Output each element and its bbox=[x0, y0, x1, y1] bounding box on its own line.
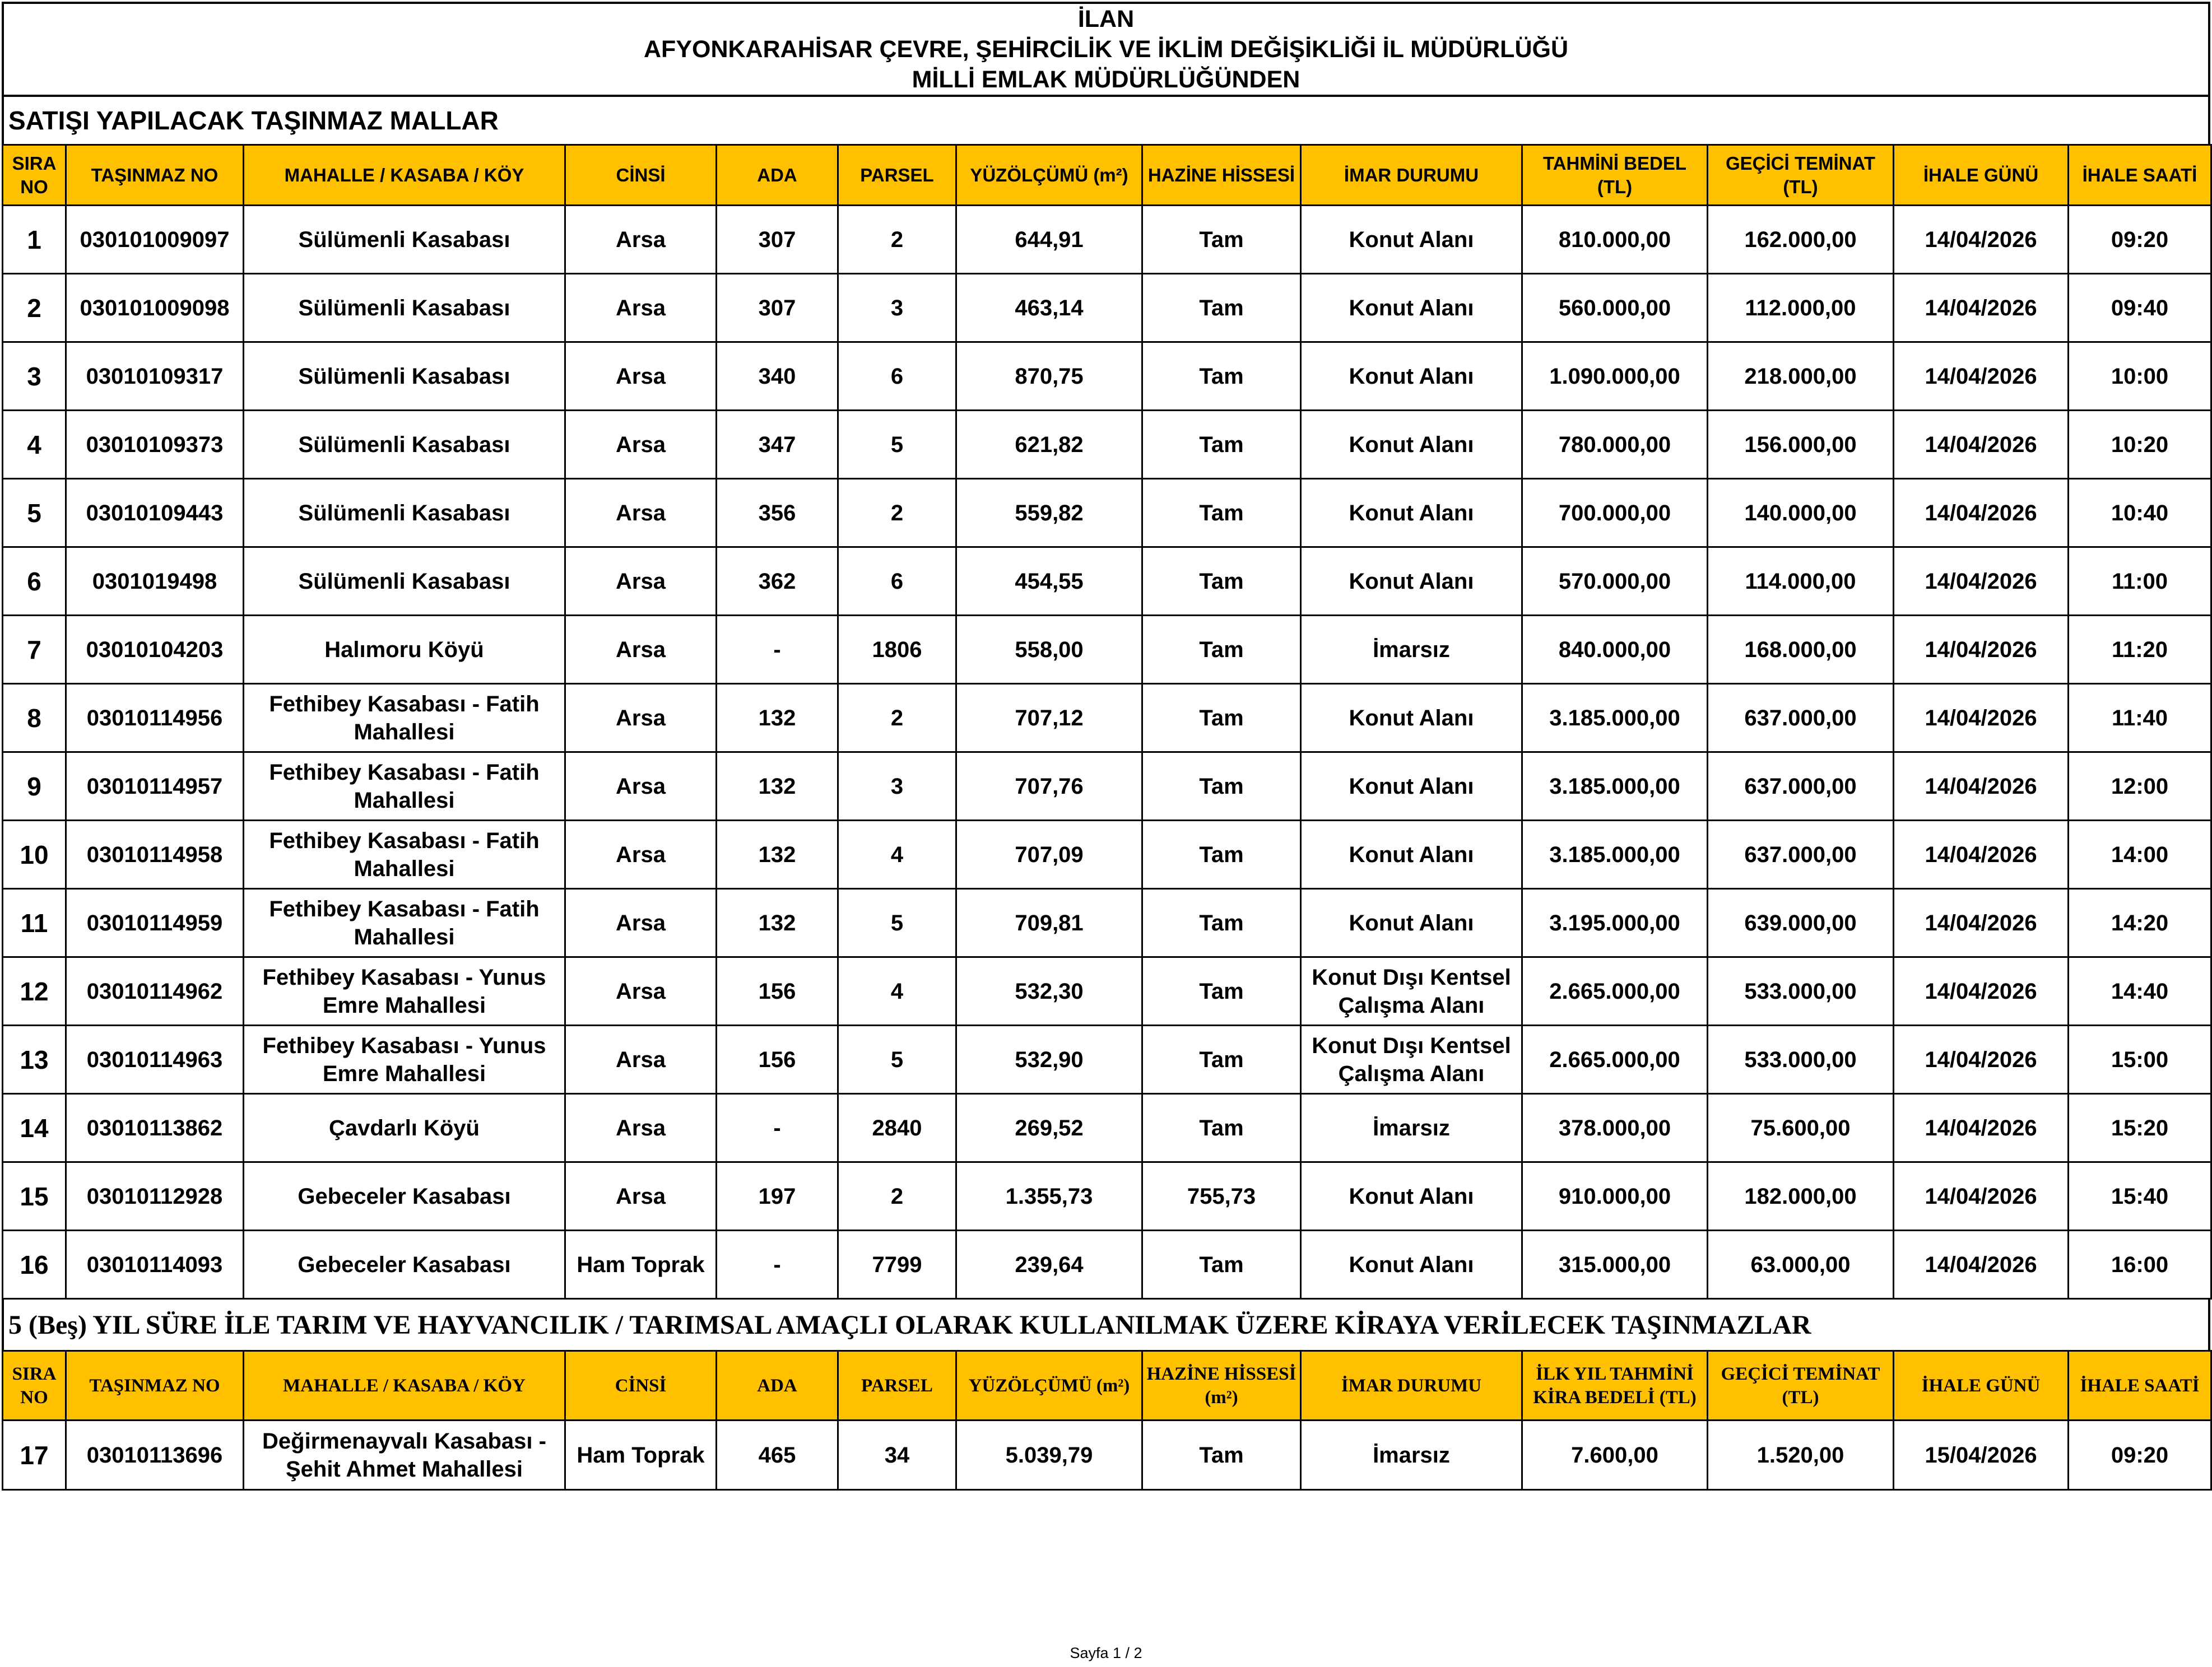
cell-tasinmaz-no: 030101009098 bbox=[66, 274, 244, 342]
cell-sira-no: 2 bbox=[3, 274, 66, 342]
column-header-parsel: PARSEL bbox=[838, 145, 956, 206]
cell-ada: 307 bbox=[717, 206, 838, 274]
column-header-bedel: İLK YIL TAHMİNİ KİRA BEDELİ (TL) bbox=[1522, 1351, 1708, 1421]
cell-ihale-gunu: 14/04/2026 bbox=[1894, 821, 2069, 889]
cell-parsel: 34 bbox=[838, 1421, 956, 1490]
cell-ihale-gunu: 14/04/2026 bbox=[1894, 616, 2069, 684]
cell-bedel: 1.090.000,00 bbox=[1522, 342, 1708, 411]
cell-ada: 197 bbox=[717, 1162, 838, 1231]
cell-yuzolcumu: 239,64 bbox=[956, 1231, 1142, 1299]
cell-sira-no: 12 bbox=[3, 957, 66, 1026]
cell-sira-no: 9 bbox=[3, 752, 66, 821]
cell-sira-no: 3 bbox=[3, 342, 66, 411]
cell-yuzolcumu: 454,55 bbox=[956, 547, 1142, 616]
cell-ada: 132 bbox=[717, 752, 838, 821]
cell-tasinmaz-no: 03010113696 bbox=[66, 1421, 244, 1490]
cell-sira-no: 11 bbox=[3, 889, 66, 957]
cell-parsel: 3 bbox=[838, 274, 956, 342]
cell-ada: 307 bbox=[717, 274, 838, 342]
cell-gecici-teminat: 182.000,00 bbox=[1708, 1162, 1894, 1231]
cell-yuzolcumu: 532,90 bbox=[956, 1026, 1142, 1094]
cell-mahalle: Fethibey Kasabası - Fatih Mahallesi bbox=[244, 752, 565, 821]
column-header-gecici-teminat: GEÇİCİ TEMİNAT (TL) bbox=[1708, 145, 1894, 206]
table-row bbox=[3, 274, 2211, 342]
column-header-mahalle: MAHALLE / KASABA / KÖY bbox=[244, 1351, 565, 1421]
cell-sira-no: 10 bbox=[3, 821, 66, 889]
cell-yuzolcumu: 269,52 bbox=[956, 1094, 1142, 1162]
cell-parsel: 2 bbox=[838, 684, 956, 752]
cell-ihale-gunu: 14/04/2026 bbox=[1894, 547, 2069, 616]
table-row bbox=[3, 479, 2211, 547]
cell-cinsi: Arsa bbox=[565, 889, 717, 957]
cell-hazine-hissesi: Tam bbox=[1142, 821, 1301, 889]
cell-bedel: 3.185.000,00 bbox=[1522, 821, 1708, 889]
cell-sira-no: 1 bbox=[3, 206, 66, 274]
cell-imar-durumu: Konut Alanı bbox=[1301, 547, 1522, 616]
section-title-lease: 5 (Beş) YIL SÜRE İLE TARIM VE HAYVANCILIK / TARIMSAL AMAÇLI OLARAK KULLANILMAK ÜZERE KİRAYA VERİLECEK TAŞINMAZLAR bbox=[2, 1300, 2210, 1350]
cell-imar-durumu: Konut Alanı bbox=[1301, 889, 1522, 957]
table-row bbox=[3, 206, 2211, 274]
cell-mahalle: Sülümenli Kasabası bbox=[244, 411, 565, 479]
cell-bedel: 570.000,00 bbox=[1522, 547, 1708, 616]
cell-mahalle: Sülümenli Kasabası bbox=[244, 547, 565, 616]
cell-ihale-saati: 15:20 bbox=[2069, 1094, 2211, 1162]
cell-yuzolcumu: 463,14 bbox=[956, 274, 1142, 342]
table-row bbox=[3, 411, 2211, 479]
cell-bedel: 780.000,00 bbox=[1522, 411, 1708, 479]
cell-yuzolcumu: 559,82 bbox=[956, 479, 1142, 547]
cell-tasinmaz-no: 0301019498 bbox=[66, 547, 244, 616]
cell-hazine-hissesi: Tam bbox=[1142, 616, 1301, 684]
cell-yuzolcumu: 621,82 bbox=[956, 411, 1142, 479]
cell-tasinmaz-no: 030101009097 bbox=[66, 206, 244, 274]
cell-sira-no: 13 bbox=[3, 1026, 66, 1094]
column-header-parsel: PARSEL bbox=[838, 1351, 956, 1421]
cell-gecici-teminat: 637.000,00 bbox=[1708, 821, 1894, 889]
cell-ada: 356 bbox=[717, 479, 838, 547]
cell-ada: - bbox=[717, 616, 838, 684]
cell-cinsi: Arsa bbox=[565, 752, 717, 821]
cell-yuzolcumu: 532,30 bbox=[956, 957, 1142, 1026]
cell-gecici-teminat: 637.000,00 bbox=[1708, 752, 1894, 821]
table-row bbox=[3, 821, 2211, 889]
table-row bbox=[3, 547, 2211, 616]
cell-cinsi: Ham Toprak bbox=[565, 1231, 717, 1299]
cell-yuzolcumu: 644,91 bbox=[956, 206, 1142, 274]
cell-imar-durumu: İmarsız bbox=[1301, 1094, 1522, 1162]
column-header-gecici-teminat: GEÇİCİ TEMİNAT (TL) bbox=[1708, 1351, 1894, 1421]
cell-ihale-gunu: 14/04/2026 bbox=[1894, 1026, 2069, 1094]
cell-bedel: 315.000,00 bbox=[1522, 1231, 1708, 1299]
table-row bbox=[3, 752, 2211, 821]
cell-ihale-saati: 16:00 bbox=[2069, 1231, 2211, 1299]
cell-ihale-gunu: 14/04/2026 bbox=[1894, 1162, 2069, 1231]
column-header-imar-durumu: İMAR DURUMU bbox=[1301, 1351, 1522, 1421]
cell-ada: - bbox=[717, 1231, 838, 1299]
cell-imar-durumu: Konut Alanı bbox=[1301, 1162, 1522, 1231]
cell-gecici-teminat: 156.000,00 bbox=[1708, 411, 1894, 479]
column-header-ada: ADA bbox=[717, 145, 838, 206]
table-row bbox=[3, 342, 2211, 411]
cell-ihale-gunu: 14/04/2026 bbox=[1894, 684, 2069, 752]
cell-cinsi: Arsa bbox=[565, 1094, 717, 1162]
cell-parsel: 4 bbox=[838, 957, 956, 1026]
cell-ada: 156 bbox=[717, 957, 838, 1026]
cell-tasinmaz-no: 03010109443 bbox=[66, 479, 244, 547]
cell-tasinmaz-no: 03010109373 bbox=[66, 411, 244, 479]
cell-ada: - bbox=[717, 1094, 838, 1162]
column-header-hazine-hissesi: HAZİNE HİSSESİ bbox=[1142, 145, 1301, 206]
cell-gecici-teminat: 112.000,00 bbox=[1708, 274, 1894, 342]
cell-yuzolcumu: 1.355,73 bbox=[956, 1162, 1142, 1231]
announcement-header bbox=[2, 2, 2210, 97]
cell-ihale-gunu: 14/04/2026 bbox=[1894, 1231, 2069, 1299]
cell-imar-durumu: Konut Alanı bbox=[1301, 274, 1522, 342]
cell-ihale-saati: 09:20 bbox=[2069, 1421, 2211, 1490]
column-header-cinsi: CİNSİ bbox=[565, 145, 717, 206]
cell-mahalle: Gebeceler Kasabası bbox=[244, 1162, 565, 1231]
cell-parsel: 2840 bbox=[838, 1094, 956, 1162]
cell-ihale-saati: 14:40 bbox=[2069, 957, 2211, 1026]
cell-ihale-saati: 11:20 bbox=[2069, 616, 2211, 684]
cell-ihale-gunu: 14/04/2026 bbox=[1894, 274, 2069, 342]
cell-ihale-gunu: 14/04/2026 bbox=[1894, 752, 2069, 821]
cell-ihale-saati: 14:00 bbox=[2069, 821, 2211, 889]
cell-imar-durumu: Konut Alanı bbox=[1301, 342, 1522, 411]
cell-gecici-teminat: 114.000,00 bbox=[1708, 547, 1894, 616]
announcement-sheet bbox=[2, 2, 2210, 1491]
cell-cinsi: Arsa bbox=[565, 479, 717, 547]
cell-ihale-saati: 14:20 bbox=[2069, 889, 2211, 957]
cell-imar-durumu: İmarsız bbox=[1301, 1421, 1522, 1490]
cell-parsel: 3 bbox=[838, 752, 956, 821]
cell-ada: 362 bbox=[717, 547, 838, 616]
cell-ada: 347 bbox=[717, 411, 838, 479]
cell-cinsi: Arsa bbox=[565, 206, 717, 274]
cell-parsel: 4 bbox=[838, 821, 956, 889]
cell-cinsi: Arsa bbox=[565, 274, 717, 342]
cell-sira-no: 7 bbox=[3, 616, 66, 684]
column-header-sira-no: SIRA NO bbox=[3, 145, 66, 206]
cell-tasinmaz-no: 03010114958 bbox=[66, 821, 244, 889]
cell-sira-no: 15 bbox=[3, 1162, 66, 1231]
column-header-cinsi: CİNSİ bbox=[565, 1351, 717, 1421]
cell-ihale-saati: 12:00 bbox=[2069, 752, 2211, 821]
cell-cinsi: Arsa bbox=[565, 821, 717, 889]
cell-tasinmaz-no: 03010114963 bbox=[66, 1026, 244, 1094]
cell-hazine-hissesi: Tam bbox=[1142, 547, 1301, 616]
column-header-yuzolcumu: YÜZÖLÇÜMÜ (m²) bbox=[956, 1351, 1142, 1421]
cell-cinsi: Arsa bbox=[565, 616, 717, 684]
cell-tasinmaz-no: 03010113862 bbox=[66, 1094, 244, 1162]
cell-imar-durumu: İmarsız bbox=[1301, 616, 1522, 684]
cell-bedel: 3.185.000,00 bbox=[1522, 752, 1708, 821]
column-header-imar-durumu: İMAR DURUMU bbox=[1301, 145, 1522, 206]
lease-table-body bbox=[3, 1421, 2211, 1490]
cell-mahalle: Değirmenayvalı Kasabası - Şehit Ahmet Mahallesi bbox=[244, 1421, 565, 1490]
cell-ihale-saati: 10:40 bbox=[2069, 479, 2211, 547]
cell-sira-no: 6 bbox=[3, 547, 66, 616]
cell-yuzolcumu: 707,12 bbox=[956, 684, 1142, 752]
cell-yuzolcumu: 707,76 bbox=[956, 752, 1142, 821]
table-row bbox=[3, 1094, 2211, 1162]
column-header-tasinmaz-no: TAŞINMAZ NO bbox=[66, 1351, 244, 1421]
cell-tasinmaz-no: 03010114959 bbox=[66, 889, 244, 957]
cell-parsel: 5 bbox=[838, 411, 956, 479]
cell-gecici-teminat: 637.000,00 bbox=[1708, 684, 1894, 752]
cell-ihale-saati: 09:20 bbox=[2069, 206, 2211, 274]
cell-ada: 132 bbox=[717, 889, 838, 957]
cell-ihale-saati: 11:00 bbox=[2069, 547, 2211, 616]
lease-table-header-row bbox=[3, 1351, 2211, 1421]
table-row bbox=[3, 1231, 2211, 1299]
sale-properties-table bbox=[2, 144, 2212, 1300]
cell-bedel: 840.000,00 bbox=[1522, 616, 1708, 684]
cell-tasinmaz-no: 03010114956 bbox=[66, 684, 244, 752]
cell-gecici-teminat: 140.000,00 bbox=[1708, 479, 1894, 547]
cell-gecici-teminat: 533.000,00 bbox=[1708, 957, 1894, 1026]
cell-hazine-hissesi: Tam bbox=[1142, 684, 1301, 752]
column-header-tasinmaz-no: TAŞINMAZ NO bbox=[66, 145, 244, 206]
cell-imar-durumu: Konut Dışı Kentsel Çalışma Alanı bbox=[1301, 1026, 1522, 1094]
cell-parsel: 5 bbox=[838, 1026, 956, 1094]
cell-ihale-saati: 15:40 bbox=[2069, 1162, 2211, 1231]
cell-mahalle: Fethibey Kasabası - Fatih Mahallesi bbox=[244, 821, 565, 889]
lease-properties-table bbox=[2, 1350, 2212, 1491]
cell-imar-durumu: Konut Alanı bbox=[1301, 479, 1522, 547]
cell-parsel: 2 bbox=[838, 206, 956, 274]
cell-ada: 132 bbox=[717, 684, 838, 752]
cell-hazine-hissesi: Tam bbox=[1142, 479, 1301, 547]
cell-parsel: 2 bbox=[838, 1162, 956, 1231]
column-header-ihale-gunu: İHALE GÜNÜ bbox=[1894, 145, 2069, 206]
column-header-ihale-saati: İHALE SAATİ bbox=[2069, 1351, 2211, 1421]
column-header-ihale-gunu: İHALE GÜNÜ bbox=[1894, 1351, 2069, 1421]
cell-sira-no: 4 bbox=[3, 411, 66, 479]
cell-imar-durumu: Konut Alanı bbox=[1301, 411, 1522, 479]
cell-mahalle: Fethibey Kasabası - Fatih Mahallesi bbox=[244, 684, 565, 752]
table-row bbox=[3, 1421, 2211, 1490]
cell-ihale-gunu: 15/04/2026 bbox=[1894, 1421, 2069, 1490]
cell-hazine-hissesi: Tam bbox=[1142, 274, 1301, 342]
cell-mahalle: Fethibey Kasabası - Yunus Emre Mahallesi bbox=[244, 1026, 565, 1094]
cell-imar-durumu: Konut Alanı bbox=[1301, 684, 1522, 752]
cell-bedel: 910.000,00 bbox=[1522, 1162, 1708, 1231]
header-line-1: İLAN bbox=[1077, 6, 1135, 32]
cell-tasinmaz-no: 03010114093 bbox=[66, 1231, 244, 1299]
cell-gecici-teminat: 218.000,00 bbox=[1708, 342, 1894, 411]
sale-table-body bbox=[3, 206, 2211, 1299]
cell-imar-durumu: Konut Alanı bbox=[1301, 752, 1522, 821]
cell-yuzolcumu: 707,09 bbox=[956, 821, 1142, 889]
cell-parsel: 2 bbox=[838, 479, 956, 547]
cell-ihale-gunu: 14/04/2026 bbox=[1894, 342, 2069, 411]
cell-cinsi: Arsa bbox=[565, 1026, 717, 1094]
column-header-ada: ADA bbox=[717, 1351, 838, 1421]
cell-ada: 156 bbox=[717, 1026, 838, 1094]
cell-parsel: 6 bbox=[838, 342, 956, 411]
table-row bbox=[3, 616, 2211, 684]
cell-ihale-saati: 09:40 bbox=[2069, 274, 2211, 342]
cell-hazine-hissesi: Tam bbox=[1142, 752, 1301, 821]
cell-ihale-gunu: 14/04/2026 bbox=[1894, 206, 2069, 274]
cell-bedel: 2.665.000,00 bbox=[1522, 957, 1708, 1026]
cell-sira-no: 5 bbox=[3, 479, 66, 547]
cell-cinsi: Arsa bbox=[565, 957, 717, 1026]
table-row bbox=[3, 1162, 2211, 1231]
cell-tasinmaz-no: 03010114957 bbox=[66, 752, 244, 821]
cell-ihale-saati: 11:40 bbox=[2069, 684, 2211, 752]
cell-tasinmaz-no: 03010114962 bbox=[66, 957, 244, 1026]
cell-ada: 132 bbox=[717, 821, 838, 889]
cell-yuzolcumu: 558,00 bbox=[956, 616, 1142, 684]
cell-mahalle: Sülümenli Kasabası bbox=[244, 274, 565, 342]
column-header-ihale-saati: İHALE SAATİ bbox=[2069, 145, 2211, 206]
cell-sira-no: 16 bbox=[3, 1231, 66, 1299]
cell-sira-no: 17 bbox=[3, 1421, 66, 1490]
cell-ada: 465 bbox=[717, 1421, 838, 1490]
cell-ihale-saati: 10:00 bbox=[2069, 342, 2211, 411]
cell-tasinmaz-no: 03010104203 bbox=[66, 616, 244, 684]
cell-cinsi: Arsa bbox=[565, 547, 717, 616]
cell-bedel: 7.600,00 bbox=[1522, 1421, 1708, 1490]
cell-bedel: 378.000,00 bbox=[1522, 1094, 1708, 1162]
cell-ihale-gunu: 14/04/2026 bbox=[1894, 957, 2069, 1026]
table-row bbox=[3, 957, 2211, 1026]
section-title-sale: SATIŞI YAPILACAK TAŞINMAZ MALLAR bbox=[2, 97, 2210, 144]
cell-tasinmaz-no: 03010109317 bbox=[66, 342, 244, 411]
cell-mahalle: Çavdarlı Köyü bbox=[244, 1094, 565, 1162]
cell-imar-durumu: Konut Alanı bbox=[1301, 206, 1522, 274]
cell-ada: 340 bbox=[717, 342, 838, 411]
cell-bedel: 700.000,00 bbox=[1522, 479, 1708, 547]
header-line-3: MİLLİ EMLAK MÜDÜRLÜĞÜNDEN bbox=[912, 66, 1300, 93]
cell-hazine-hissesi: 755,73 bbox=[1142, 1162, 1301, 1231]
cell-ihale-gunu: 14/04/2026 bbox=[1894, 1094, 2069, 1162]
cell-hazine-hissesi: Tam bbox=[1142, 1026, 1301, 1094]
page-number: Sayfa 1 / 2 bbox=[1070, 1645, 1142, 1661]
cell-bedel: 560.000,00 bbox=[1522, 274, 1708, 342]
cell-mahalle: Gebeceler Kasabası bbox=[244, 1231, 565, 1299]
cell-ihale-saati: 10:20 bbox=[2069, 411, 2211, 479]
table-row bbox=[3, 889, 2211, 957]
cell-sira-no: 8 bbox=[3, 684, 66, 752]
cell-hazine-hissesi: Tam bbox=[1142, 342, 1301, 411]
cell-ihale-saati: 15:00 bbox=[2069, 1026, 2211, 1094]
table-row bbox=[3, 1026, 2211, 1094]
cell-gecici-teminat: 168.000,00 bbox=[1708, 616, 1894, 684]
cell-parsel: 5 bbox=[838, 889, 956, 957]
table-row bbox=[3, 684, 2211, 752]
cell-yuzolcumu: 5.039,79 bbox=[956, 1421, 1142, 1490]
cell-gecici-teminat: 1.520,00 bbox=[1708, 1421, 1894, 1490]
column-header-hazine-hissesi: HAZİNE HİSSESİ (m²) bbox=[1142, 1351, 1301, 1421]
cell-imar-durumu: Konut Dışı Kentsel Çalışma Alanı bbox=[1301, 957, 1522, 1026]
cell-imar-durumu: Konut Alanı bbox=[1301, 1231, 1522, 1299]
cell-mahalle: Sülümenli Kasabası bbox=[244, 342, 565, 411]
cell-ihale-gunu: 14/04/2026 bbox=[1894, 889, 2069, 957]
cell-imar-durumu: Konut Alanı bbox=[1301, 821, 1522, 889]
cell-gecici-teminat: 639.000,00 bbox=[1708, 889, 1894, 957]
cell-yuzolcumu: 870,75 bbox=[956, 342, 1142, 411]
cell-parsel: 1806 bbox=[838, 616, 956, 684]
cell-cinsi: Ham Toprak bbox=[565, 1421, 717, 1490]
cell-parsel: 6 bbox=[838, 547, 956, 616]
cell-hazine-hissesi: Tam bbox=[1142, 1421, 1301, 1490]
cell-sira-no: 14 bbox=[3, 1094, 66, 1162]
cell-gecici-teminat: 75.600,00 bbox=[1708, 1094, 1894, 1162]
header-line-2: AFYONKARAHİSAR ÇEVRE, ŞEHİRCİLİK VE İKLİM DEĞİŞİKLİĞİ İL MÜDÜRLÜĞÜ bbox=[644, 36, 1568, 63]
cell-hazine-hissesi: Tam bbox=[1142, 206, 1301, 274]
cell-mahalle: Fethibey Kasabası - Fatih Mahallesi bbox=[244, 889, 565, 957]
cell-mahalle: Sülümenli Kasabası bbox=[244, 479, 565, 547]
cell-hazine-hissesi: Tam bbox=[1142, 1094, 1301, 1162]
sale-table-header-row bbox=[3, 145, 2211, 206]
cell-tasinmaz-no: 03010112928 bbox=[66, 1162, 244, 1231]
cell-hazine-hissesi: Tam bbox=[1142, 957, 1301, 1026]
cell-gecici-teminat: 533.000,00 bbox=[1708, 1026, 1894, 1094]
column-header-bedel: TAHMİNİ BEDEL (TL) bbox=[1522, 145, 1708, 206]
cell-mahalle: Sülümenli Kasabası bbox=[244, 206, 565, 274]
cell-cinsi: Arsa bbox=[565, 342, 717, 411]
cell-mahalle: Fethibey Kasabası - Yunus Emre Mahallesi bbox=[244, 957, 565, 1026]
cell-hazine-hissesi: Tam bbox=[1142, 411, 1301, 479]
cell-parsel: 7799 bbox=[838, 1231, 956, 1299]
cell-bedel: 810.000,00 bbox=[1522, 206, 1708, 274]
cell-cinsi: Arsa bbox=[565, 1162, 717, 1231]
cell-hazine-hissesi: Tam bbox=[1142, 889, 1301, 957]
column-header-yuzolcumu: YÜZÖLÇÜMÜ (m²) bbox=[956, 145, 1142, 206]
column-header-sira-no: SIRA NO bbox=[3, 1351, 66, 1421]
cell-cinsi: Arsa bbox=[565, 411, 717, 479]
cell-hazine-hissesi: Tam bbox=[1142, 1231, 1301, 1299]
cell-mahalle: Halımoru Köyü bbox=[244, 616, 565, 684]
cell-bedel: 2.665.000,00 bbox=[1522, 1026, 1708, 1094]
cell-ihale-gunu: 14/04/2026 bbox=[1894, 411, 2069, 479]
cell-bedel: 3.185.000,00 bbox=[1522, 684, 1708, 752]
cell-ihale-gunu: 14/04/2026 bbox=[1894, 479, 2069, 547]
cell-cinsi: Arsa bbox=[565, 684, 717, 752]
column-header-mahalle: MAHALLE / KASABA / KÖY bbox=[244, 145, 565, 206]
cell-yuzolcumu: 709,81 bbox=[956, 889, 1142, 957]
cell-bedel: 3.195.000,00 bbox=[1522, 889, 1708, 957]
cell-gecici-teminat: 63.000,00 bbox=[1708, 1231, 1894, 1299]
cell-gecici-teminat: 162.000,00 bbox=[1708, 206, 1894, 274]
